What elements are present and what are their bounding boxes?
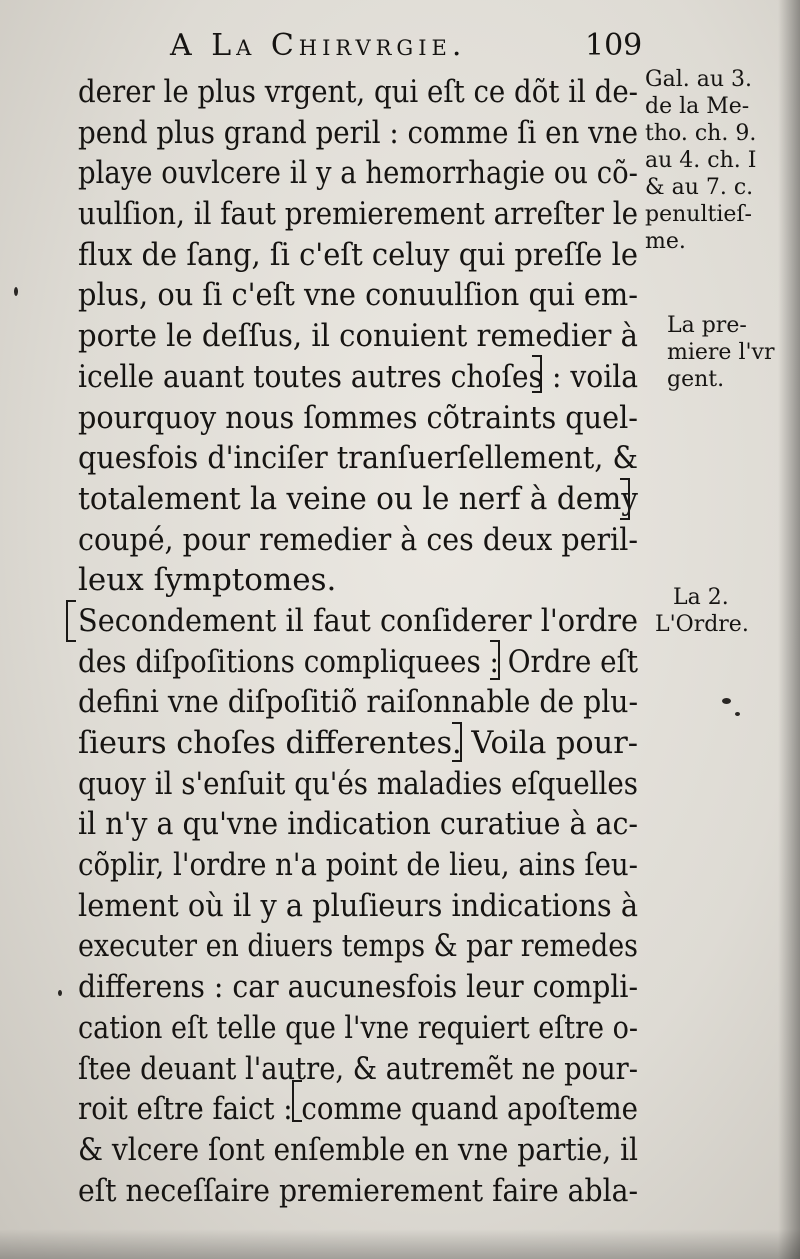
text-line: plus, ou ſi c'eſt vne conuulſion qui em- — [78, 277, 638, 314]
text-line: playe ouvlcere il y a hemorrhagie ou cõ- — [78, 155, 638, 192]
text-line: porte le deſſus, il conuient remedier à — [78, 318, 639, 355]
page-number: 109 — [585, 28, 643, 63]
ink-speck — [58, 990, 62, 996]
note-line: Gal. au 3. — [645, 67, 752, 92]
text-line: eſt neceſſaire premierement faire abla- — [78, 1172, 639, 1209]
text-line: defini vne diſpoſitiõ raiſonnable de plu- — [78, 684, 639, 721]
bracket-mark — [490, 640, 500, 680]
ink-speck — [722, 698, 731, 704]
text-line: ſieurs choſes differentes. Voila pour- — [78, 725, 639, 761]
note-line: penultieſ- — [645, 202, 752, 227]
note-line: miere l'vr — [667, 340, 775, 365]
note-line: me. — [645, 229, 686, 254]
text-line: roit eſtre faict : comme quand apoſteme — [78, 1091, 638, 1128]
text-line: executer en diuers temps & par remedes — [78, 928, 638, 965]
bracket-mark — [66, 600, 76, 642]
text-line: & vlcere ſont enſemble en vne partie, il — [78, 1131, 639, 1168]
margin-note-galen-reference — [645, 66, 756, 255]
note-line: La 2. — [673, 585, 729, 610]
text-line: pourquoy nous ſommes cõtraints quel- — [78, 399, 639, 436]
note-line: L'Ordre. — [655, 612, 749, 637]
note-line: au 4. ch. I — [645, 148, 757, 173]
note-line: tho. ch. 9. — [645, 121, 757, 146]
margin-note-first-urgent — [667, 312, 774, 393]
note-line: La pre- — [667, 313, 747, 338]
text-line: il n'y a qu'vne indication curatiue à ac- — [78, 806, 639, 843]
bracket-mark — [452, 722, 462, 762]
text-line: coupé, pour remedier à ces deux peril- — [78, 521, 638, 558]
running-title: A La Chirvrgie. — [170, 28, 467, 63]
text-line: flux de ſang, ſi c'eſt celuy qui preſſe le — [78, 236, 639, 273]
page-bottom-shadow — [0, 1229, 800, 1259]
text-line: cation eſt telle que l'vne requiert eſtre o- — [78, 1009, 639, 1046]
bracket-mark — [532, 355, 542, 393]
text-line: cõplir, l'ordre n'a point de lieu, ains ſeu- — [78, 847, 638, 884]
text-line: ſtee deuant l'autre, & autremẽt ne pour- — [78, 1050, 638, 1087]
text-line: uulſion, il faut premierement arreſter le — [78, 196, 638, 233]
text-line: differens : car aucunesfois leur compli- — [78, 969, 639, 1006]
bracket-mark — [292, 1080, 302, 1122]
ink-speck — [735, 712, 740, 716]
page-gutter-shadow — [778, 0, 800, 1259]
bracket-mark — [620, 478, 630, 520]
note-line: gent. — [667, 367, 725, 392]
text-line: derer le plus vrgent, qui eſt ce dõt il de- — [78, 74, 638, 110]
margin-note-order — [655, 584, 749, 638]
text-line: lement où il y a pluſieurs indications à — [78, 887, 639, 924]
text-line: totalement la veine ou le nerf à demy — [78, 480, 639, 517]
ink-speck — [14, 287, 18, 296]
text-line: des diſpoſitions compliquees : Ordre eſt — [78, 643, 639, 680]
note-line: de la Me- — [645, 94, 750, 119]
text-line: pend plus grand peril : comme ſi en vne — [78, 114, 639, 151]
text-line: icelle auant toutes autres choſes : voila — [78, 358, 639, 395]
text-line: quoy il s'enſuit qu'és maladies eſquelles — [78, 765, 638, 802]
body-text — [78, 72, 648, 1211]
note-line: & au 7. c. — [645, 175, 754, 200]
text-line: Secondement il faut conſiderer l'ordre — [78, 602, 638, 639]
text-line: leux ſymptomes. — [78, 562, 337, 599]
text-line: quesfois d'inciſer tranſuerſellement, & — [78, 440, 639, 477]
